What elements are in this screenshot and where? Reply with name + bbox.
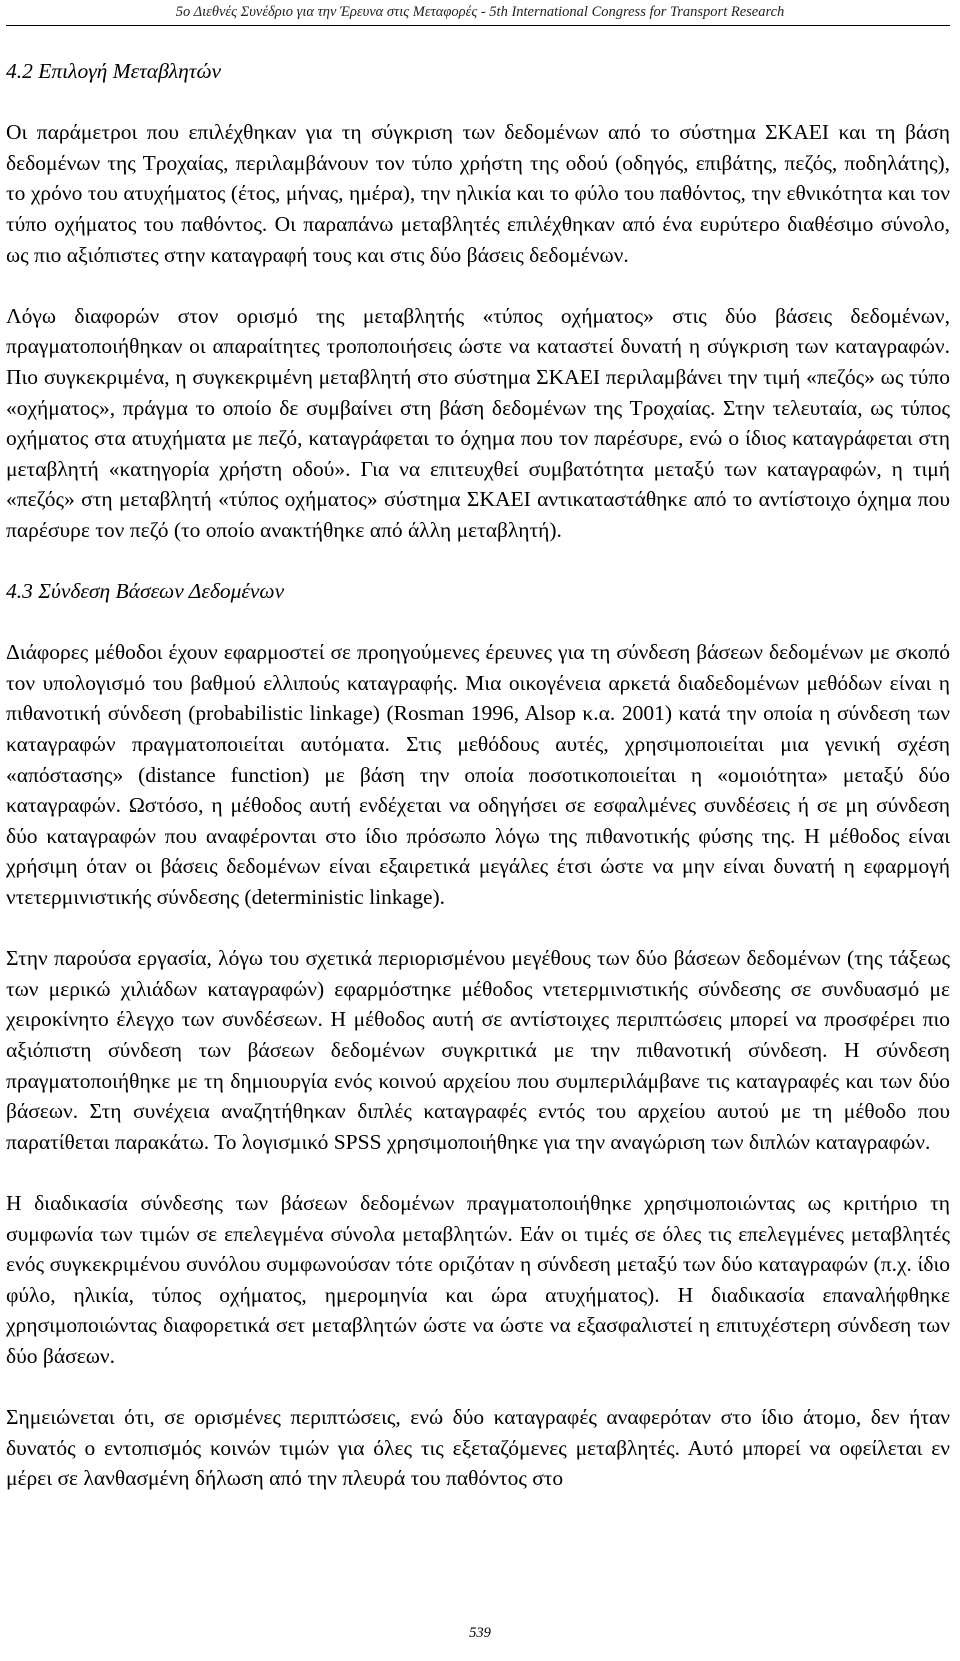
paragraph-deterministic-linkage: Στην παρούσα εργασία, λόγω του σχετικά περιορισμένου μεγέθους των δύο βάσεων δεδομένων (της τάξεως των μερικώ χιλιάδων καταγραφών) εφαρμόστηκε μέθοδος ντετερμινιστικής σύνδεσης σε συνδυασμό με χειροκίνητο έλεγχο των συνδέσεων. Η μέθοδος αυτή σε αντίστοιχες περιπτώσεις μπορεί να προσφέρει πιο αξιόπιστη σύνδεση των βάσεων δεδομένων συγκριτικά με την πιθανοτική σύνδεση. Η σύνδεση πραγματοποιήθηκε με τη δημιουργία ενός κοινού αρχείου που συμπεριλάμβανε τις καταγραφές και των δύο βάσεων. Στη συνέχεια αναζητήθηκαν διπλές καταγραφές εντός του αρχείου αυτού με τη μέθοδο που παρατίθεται παρακάτω. Το λογισμικό SPSS χρησιμοποιήθηκε για την αναγώριση των διπλών καταγραφών. xyxy=(6,946,950,1154)
paragraph-linkage-procedure: Η διαδικασία σύνδεσης των βάσεων δεδομένων πραγματοποιήθηκε χρησιμοποιώντας ως κριτήριο τη συμφωνία των τιμών σε επελεγμένα σύνολα μεταβλητών. Εάν οι τιμές σε όλες τις επελεγμένες μεταβλητές ενός συγκεκριμένου συνόλου συμφωνούσαν τότε οριζόταν η σύνδεση μεταξύ των δύο καταγραφών (π.χ. ίδιο φύλο, ηλικία, τύπος οχήματος, ημερομηνία και ώρα ατυχήματος). Η διαδικασία επαναλήφθηκε χρησιμοποιώντας διαφορετικά σετ μεταβλητών ώστε να ώστε να εξασφαλιστεί η επιτυχέστερη σύνδεση των δύο βάσεων. xyxy=(6,1190,950,1368)
running-header: 5ο Διεθνές Συνέδριο για την Έρευνα στις Μεταφορές - 5th International Congress for Transport Research xyxy=(175,4,785,20)
spacer xyxy=(6,87,950,118)
paragraph-variables-selection: Οι παράμετροι που επιλέχθηκαν για τη σύγκριση των δεδομένων από το σύστημα ΣΚΑΕΙ και τη βάση δεδομένων της Τροχαίας, περιλαμβάνουν τον τύπο χρήστη της οδού (οδηγός, επιβάτης, πεζός, ποδηλάτης), το χρόνο του ατυχήματος (έτος, μήνας, ημέρα), την ηλικία και το φύλο του παθόντος, την εθνικότητα και τον τύπο οχήματος του παθόντος. Οι παραπάνω μεταβλητές επιλέχθηκαν από ένα ευρύτερο διαθέσιμο σύνολο, ως πιο αξιόπιστες στην καταγραφή τους και στις δύο βάσεις δεδομένων. xyxy=(6,120,950,267)
spacer xyxy=(6,546,950,577)
spacer xyxy=(6,1157,950,1188)
page-body xyxy=(6,56,950,1494)
spacer xyxy=(6,1372,950,1403)
header-rule xyxy=(6,25,950,26)
paragraph-linkage-methods: Διάφορες μέθοδοι έχουν εφαρμοστεί σε προηγούμενες έρευνες για τη σύνδεση βάσεων δεδομένων με σκοπό τον υπολογισμό του βαθμού ελλιπούς καταγραφής. Μια οικογένεια αρκετά διαδεδομένων μεθόδων είναι η πιθανοτική σύνδεση (probabilistic linkage) (Rosman 1996, Alsop κ.α. 2001) κατά την οποία η σύνδεση των καταγραφών πραγματοποιείται αυτόματα. Στις μεθόδους αυτές, χρησιμοποιείται μια γενική σχέση «απόστασης» (distance function) με βάση την οποία ποσοτικοποιείται η «ομοιότητα» μεταξύ δύο καταγραφών. Ωστόσο, η μέθοδος αυτή ενδέχεται να οδηγήσει σε εσφαλμένες συνδέσεις ή σε μη σύνδεση δύο καταγραφών που αναφέρονται στο ίδιο πρόσωπο λόγω της πιθανοτικής φύσης της. Η μέθοδος είναι χρήσιμη όταν οι βάσεις δεδομένων είναι εξαιρετικά μεγάλες έτσι ώστε να μην είναι δυνατή η εφαρμογή ντετερμινιστικής σύνδεσης (deterministic linkage). xyxy=(6,640,950,910)
section-heading-4-2: 4.2 Επιλογή Μεταβλητών xyxy=(6,59,221,83)
spacer xyxy=(6,270,950,301)
paragraph-notes: Σημειώνεται ότι, σε ορισμένες περιπτώσεις, ενώ δύο καταγραφές αναφερόταν στο ίδιο άτομο, δεν ήταν δυνατός ο εντοπισμός κοινών τιμών για όλες τις εξεταζόμενες μεταβλητές. Αυτό μπορεί να οφείλεται εν μέρει σε λανθασμένη δήλωση από την πλευρά του παθόντος στο xyxy=(6,1405,950,1491)
section-heading-4-3: 4.3 Σύνδεση Βάσεων Δεδομένων xyxy=(6,579,285,604)
spacer xyxy=(6,607,950,638)
paragraph-vehicle-type-definition: Λόγω διαφορών στον ορισμό της μεταβλητής «τύπος οχήματος» στις δύο βάσεις δεδομένων, πραγματοποιήθηκαν οι απαραίτητες τροποποιήσεις ώστε να καταστεί δυνατή η σύγκριση των καταγραφών. Πιο συγκεκριμένα, η συγκεκριμένη μεταβλητή στο σύστημα ΣΚΑΕΙ περιλαμβάνει την τιμή «πεζός» ως τύπο «οχήματος», πράγμα το οποίο δε συμβαίνει στη βάση δεδομένων της Τροχαίας. Στην τελευταία, ως τύπος οχήματος στα ατυχήματα με πεζό, καταγράφεται το όχημα που τον παρέσυρε, ενώ ο ίδιος καταγράφεται στη μεταβλητή «κατηγορία χρήστη οδού». Για να επιτευχθεί συμβατότητα μεταξύ των καταγραφών, η τιμή «πεζός» στη μεταβλητή «τύπος οχήματος» σύστημα ΣΚΑΕΙ αντικαταστάθηκε από το αντίστοιχο όχημα που παρέσυρε τον πεζό (το οποίο ανακτήθηκε από άλλη μεταβλητή). xyxy=(6,303,950,542)
spacer xyxy=(6,913,950,944)
page-number: 539 xyxy=(469,1625,491,1641)
